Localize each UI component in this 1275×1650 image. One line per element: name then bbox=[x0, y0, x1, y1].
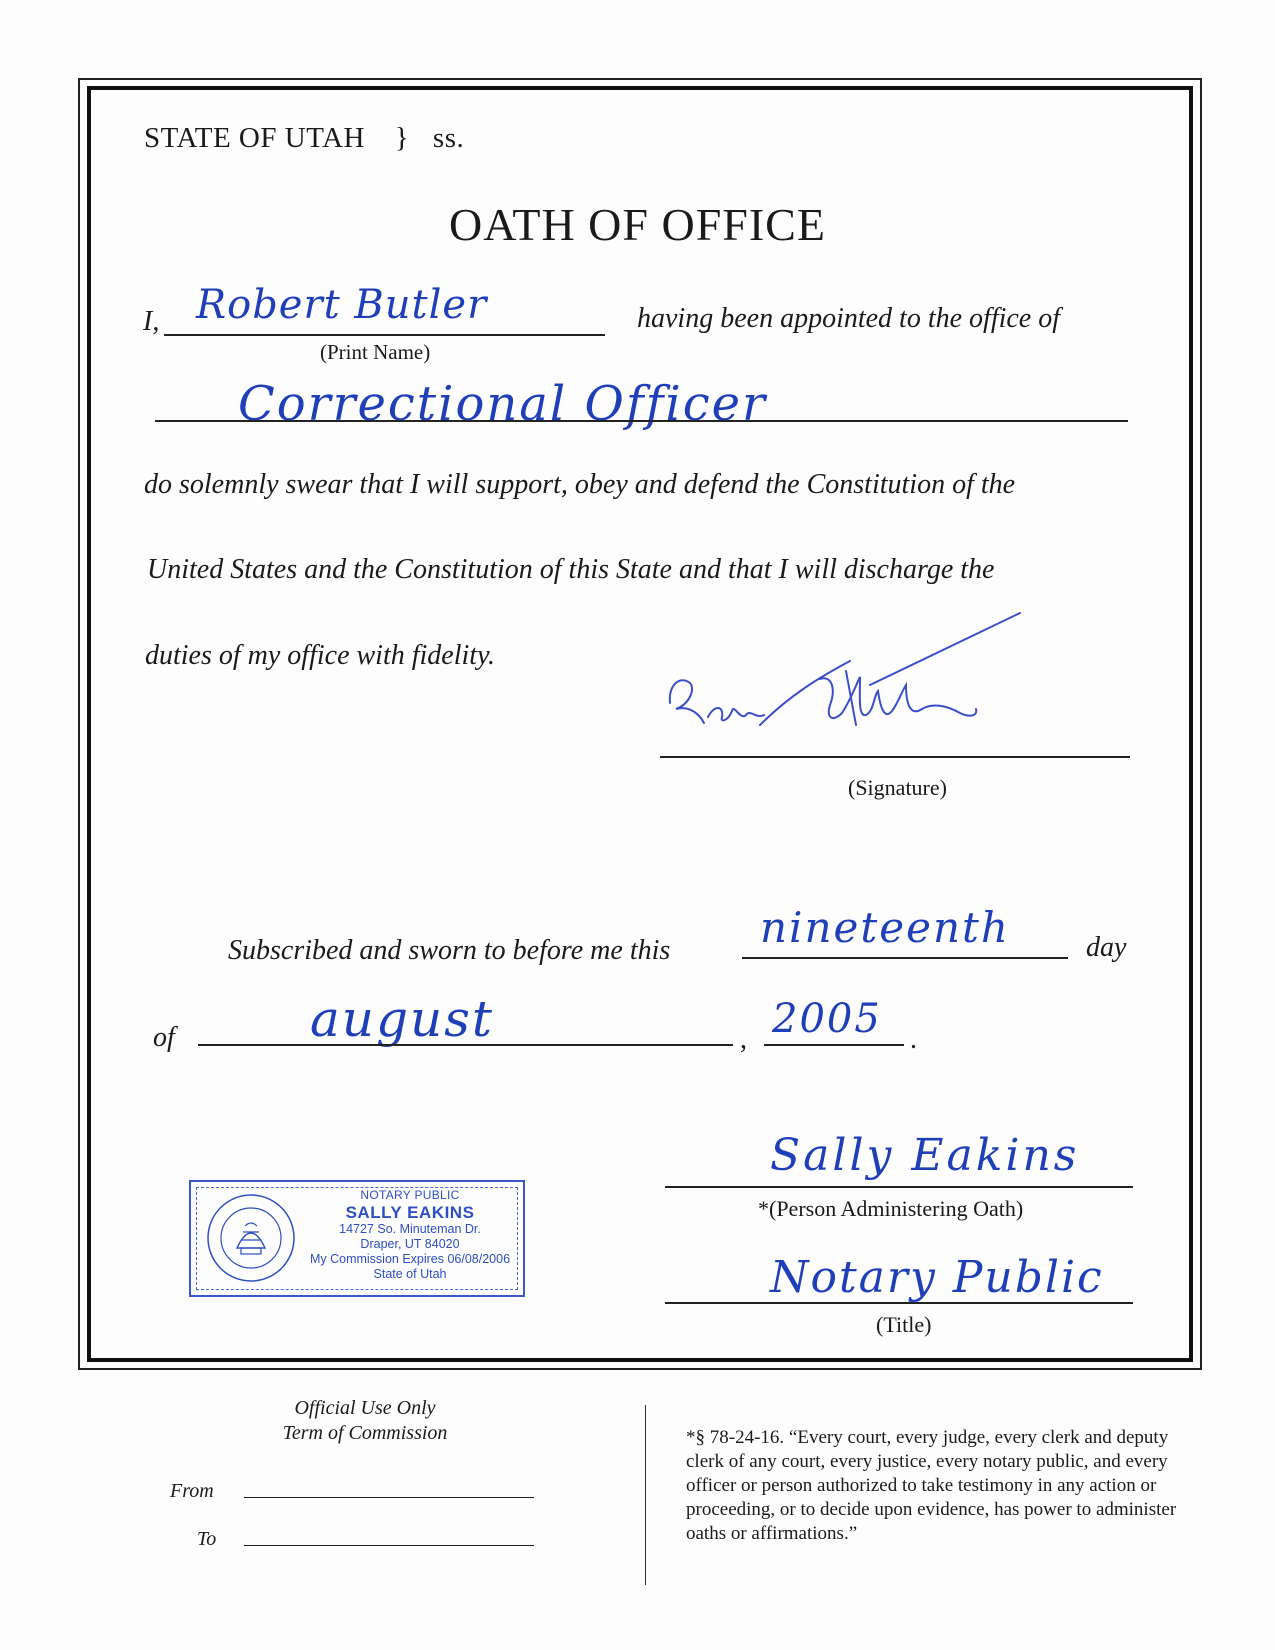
signature-line bbox=[660, 756, 1130, 758]
i-prefix: I, bbox=[143, 306, 160, 337]
print-name-caption: (Print Name) bbox=[320, 340, 431, 364]
notary-stamp bbox=[189, 1180, 525, 1297]
utah-seal-icon bbox=[205, 1192, 297, 1284]
administrator-line bbox=[665, 1186, 1133, 1188]
footer-divider bbox=[645, 1405, 646, 1585]
to-line bbox=[244, 1545, 534, 1546]
pledge-line-1: do solemnly swear that I will support, obey and defend the Constitution of the bbox=[144, 469, 1016, 500]
day-value: nineteenth bbox=[760, 903, 1010, 952]
title-line bbox=[665, 1302, 1133, 1304]
stamp-line-name: SALLY EAKINS bbox=[345, 1203, 475, 1222]
ss-text: ss. bbox=[432, 122, 465, 154]
stamp-text-block bbox=[301, 1188, 519, 1282]
from-line bbox=[244, 1497, 534, 1498]
month-line bbox=[198, 1044, 733, 1046]
stamp-line-state: State of Utah bbox=[373, 1267, 447, 1281]
stamp-line-address: 14727 So. Minuteman Dr. bbox=[339, 1222, 481, 1236]
month-value: august bbox=[310, 990, 494, 1048]
office-line bbox=[155, 420, 1128, 422]
stamp-line-expiry: My Commission Expires 06/08/2006 bbox=[309, 1252, 511, 1266]
day-line bbox=[742, 957, 1068, 959]
title-value: Notary Public bbox=[770, 1252, 1104, 1303]
signature-caption: (Signature) bbox=[848, 775, 947, 800]
stamp-line-notary: NOTARY PUBLIC bbox=[360, 1188, 460, 1202]
subscribed-text: Subscribed and sworn to before me this bbox=[228, 935, 671, 966]
year-line bbox=[764, 1044, 904, 1046]
day-word: day bbox=[1086, 932, 1127, 963]
from-label: From bbox=[170, 1480, 214, 1502]
oath-taker-signature bbox=[660, 605, 1030, 755]
state-venue bbox=[144, 122, 464, 155]
comma-text: , bbox=[740, 1024, 747, 1055]
year-value: 2005 bbox=[772, 996, 882, 1042]
title-caption: (Title) bbox=[876, 1312, 932, 1337]
document-title: OATH OF OFFICE bbox=[449, 199, 826, 250]
state-text: STATE OF UTAH bbox=[144, 122, 365, 154]
print-name-line bbox=[164, 334, 605, 336]
stamp-line-city: Draper, UT 84020 bbox=[360, 1237, 460, 1251]
of-word: of bbox=[153, 1022, 175, 1053]
official-use-heading: Official Use Only bbox=[294, 1397, 436, 1419]
statute-footnote: *§ 78-24-16. “Every court, every judge, every clerk and deputy clerk of any court, every justice, every notary public, and every officer or person authorized to take testimony in any action or proceeding, or to decide upon evidence, has power to administer oaths or affirmations.” bbox=[686, 1427, 1177, 1544]
pledge-line-2: United States and the Constitution of this State and that I will discharge the bbox=[147, 554, 995, 585]
office-value: Correctional Officer bbox=[238, 376, 767, 432]
appointed-text: having been appointed to the office of bbox=[637, 303, 1061, 334]
administrator-caption: *(Person Administering Oath) bbox=[758, 1196, 1024, 1221]
term-heading: Term of Commission bbox=[282, 1422, 448, 1444]
to-label: To bbox=[197, 1528, 217, 1550]
administrator-signature: Sally Eakins bbox=[770, 1130, 1080, 1181]
period-text: . bbox=[910, 1024, 917, 1055]
print-name-value: Robert Butler bbox=[196, 282, 488, 328]
brace-glyph: } bbox=[394, 122, 410, 154]
pledge-line-3: duties of my office with fidelity. bbox=[145, 640, 495, 671]
